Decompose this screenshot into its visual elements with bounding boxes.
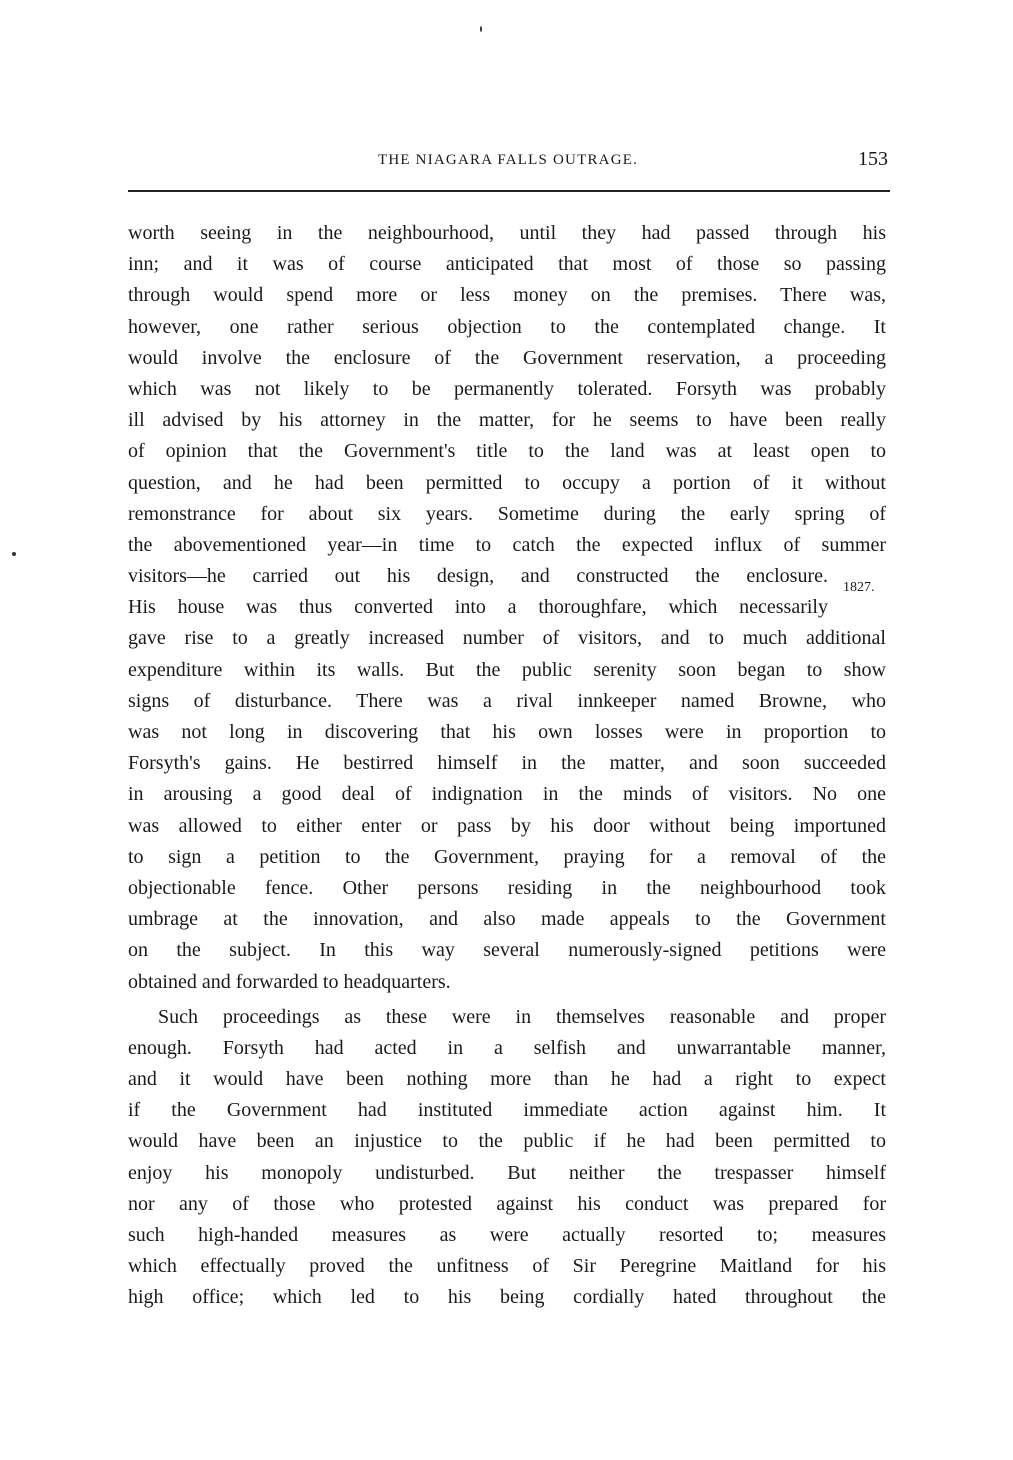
body-text [128, 218, 886, 1314]
text-line: which effectually proved the unfitness of Sir Peregrine Maitland for his [128, 1255, 886, 1278]
text-line: such high-handed measures as were actually resorted to; measures [128, 1224, 886, 1246]
text-line: enough. Forsyth had acted in a selfish and unwarrantable manner, [128, 1036, 886, 1059]
text-line: nor any of those who protested against his conduct was prepared for [128, 1192, 886, 1215]
text-line: umbrage at the innovation, and also made appeals to the Government [128, 908, 886, 931]
page-number: 153 [858, 148, 888, 170]
text-line: visitors—he carried out his design, and constructed the enclosure. [128, 565, 828, 588]
text-line: would involve the enclosure of the Government reservation, a proceeding [128, 346, 886, 369]
text-line: was allowed to either enter or pass by his door without being importuned [128, 814, 886, 837]
text-line: was not long in discovering that his own losses were in proportion to [128, 721, 886, 743]
text-line: through would spend more or less money on the premises. There was, [128, 284, 886, 307]
paragraph-1 [128, 218, 886, 998]
page-header [128, 148, 888, 178]
margin-date-note: 1827. [843, 580, 875, 595]
text-line: would have been an injustice to the public if he had been permitted to [128, 1130, 886, 1153]
text-line: obtained and forwarded to headquarters. [128, 970, 451, 993]
header-rule [128, 190, 890, 192]
text-line: of opinion that the Government's title to the land was at least open to [128, 440, 886, 463]
print-speck [480, 26, 482, 32]
text-line: to sign a petition to the Government, praying for a removal of the [128, 845, 886, 868]
text-line: objectionable fence. Other persons residing in the neighbourhood took [128, 876, 886, 899]
text-line: question, and he had been permitted to occupy a portion of it without [128, 471, 886, 494]
text-line: and it would have been nothing more than he had a right to expect [128, 1068, 886, 1091]
text-line: which was not likely to be permanently tolerated. Forsyth was probably [128, 377, 886, 400]
running-head: THE NIAGARA FALLS OUTRAGE. [377, 152, 639, 168]
paragraph-2 [128, 1002, 886, 1314]
text-line: Forsyth's gains. He bestirred himself in the matter, and soon succeeded [128, 752, 886, 775]
text-line: inn; and it was of course anticipated that most of those so passing [128, 253, 886, 276]
text-line: worth seeing in the neighbourhood, until they had passed through his [128, 222, 886, 244]
text-line: His house was thus converted into a thoroughfare, which necessarily [128, 596, 828, 619]
text-line: expenditure within its walls. But the public serenity soon began to show [128, 658, 886, 681]
text-line: remonstrance for about six years. Sometime during the early spring of [128, 502, 886, 525]
text-line: the abovementioned year—in time to catch the expected influx of summer [128, 533, 886, 556]
text-line: ill advised by his attorney in the matter, for he seems to have been really [128, 409, 886, 432]
text-line: enjoy his monopoly undisturbed. But neither the trespasser himself [128, 1161, 886, 1184]
text-line: signs of disturbance. There was a rival innkeeper named Browne, who [128, 689, 886, 712]
print-speck [12, 552, 16, 556]
text-line: in arousing a good deal of indignation in the minds of visitors. No one [128, 783, 886, 806]
text-line: Such proceedings as these were in themselves reasonable and proper [158, 1005, 886, 1028]
text-line: however, one rather serious objection to the contemplated change. It [128, 315, 886, 338]
text-line: on the subject. In this way several numerously-signed petitions were [128, 939, 886, 962]
text-line: if the Government had instituted immediate action against him. It [128, 1099, 886, 1122]
text-line: gave rise to a greatly increased number of visitors, and to much additional [128, 627, 886, 650]
text-line: high office; which led to his being cordially hated throughout the [128, 1286, 886, 1309]
